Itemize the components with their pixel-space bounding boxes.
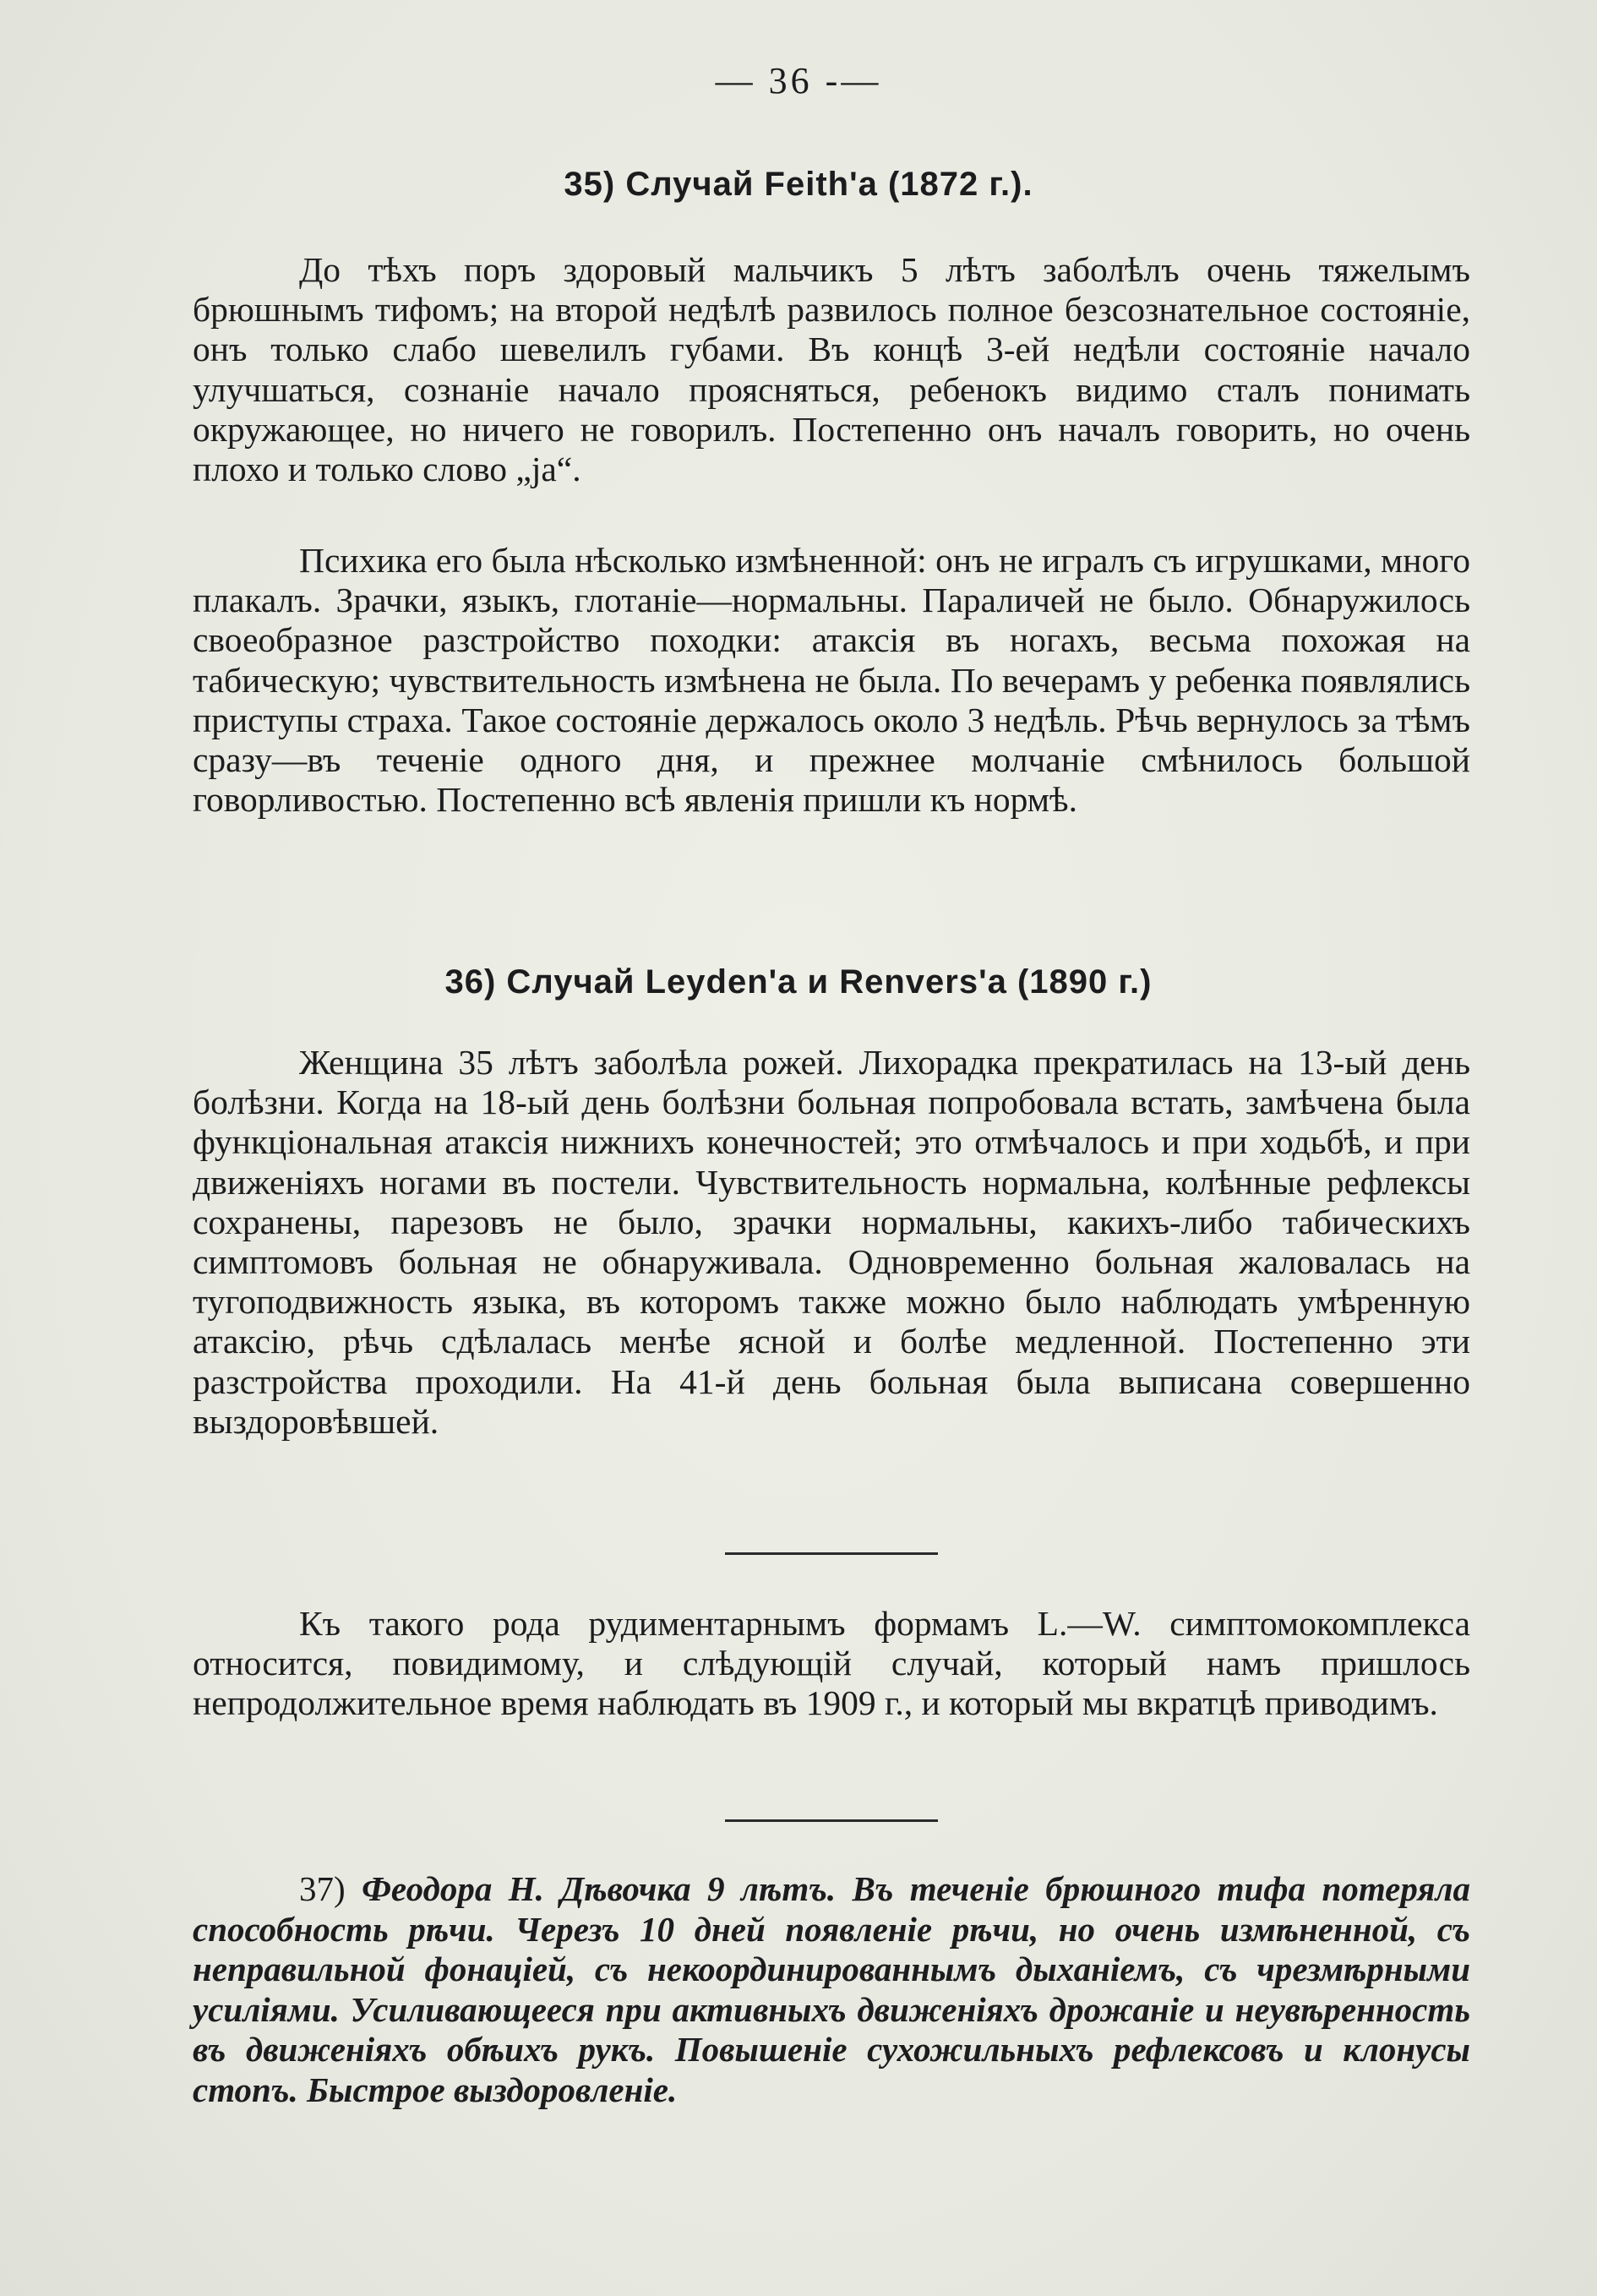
section-divider: [725, 1552, 938, 1555]
section-divider: [725, 1819, 938, 1822]
case-37-number: 37): [299, 1869, 346, 1908]
case-35-paragraph-2: [193, 541, 1470, 820]
case-35-paragraph-2-text: Психика его была нѣсколько измѣненной: онъ не игралъ съ игрушками, много плакалъ. Зрачки, языкъ, глотанiе—нормальны. Параличей не было. Обнаружилось своеобразное разстройство походки: атаксiя въ ногахъ, весьма похожая на табическую; чувствительность измѣнена не была. По вечерамъ у ребенка появлялись приступы страха. Такое состоянiе держалось около 3 недѣль. Рѣчь вернулось за тѣмъ сразу—въ теченiе одного дня, и прежнее молчанiе смѣнилось большой говорливостью. Постепенно всѣ явленiя пришли къ нормѣ.: [193, 541, 1470, 820]
case-35-paragraph-1: [193, 250, 1470, 489]
case-35-heading: 35) Случай Feith'a (1872 г.).: [564, 166, 1033, 203]
case-37-text: Феодора Н. Дѣвочка 9 лѣтъ. Въ теченiе брюшного тифа потеряла способность рѣчи. Черезъ 10 дней появленiе рѣчи, но очень измѣненной, съ неправильной фонацiей, съ некоординированнымъ дыханiемъ, съ чрезмѣрными усилiями. Усиливающееся при активныхъ движенiяхъ дрожанiе и неувѣренность въ движенiяхъ обѣихъ рукъ. Повышенiе сухожильныхъ рефлексовъ и клонусы стопъ. Быстрое выздоровленiе.: [193, 1869, 1471, 2109]
case-36-paragraph-text: Женщина 35 лѣтъ заболѣла рожей. Лихорадка прекратилась на 13-ый день болѣзни. Когда на 18-ый день болѣзни больная попробовала встать, замѣчена была функцiональная атаксiя нижнихъ конечностей; это отмѣчалось и при ходьбѣ, и при движенiяхъ ногами въ постели. Чувствительность нормальна, колѣнные рефлексы сохранены, парезовъ не было, зрачки нормальны, какихъ-либо табическихъ симптомовъ больная не обнаруживала. Одновременно больная жаловалась на тугоподвижность языка, въ которомъ также можно было наблюдать умѣренную атаксiю, рѣчь сдѣлалась менѣе ясной и болѣе медленной. Постепенно эти разстройства проходили. На 41-й день больная была выписана совершенно выздоровѣвшей.: [193, 1043, 1470, 1441]
transition-paragraph: [193, 1604, 1470, 1724]
case-37-paragraph: [193, 1869, 1470, 2110]
case-35-paragraph-1-text: До тѣхъ поръ здоровый мальчикъ 5 лѣтъ заболѣлъ очень тяжелымъ брюшнымъ тифомъ; на второй недѣлѣ развилось полное безсознательное состоянiе, онъ только слабо шевелилъ губами. Въ концѣ 3-ей недѣли состоянiе начало улучшаться, сознанiе начало проясняться, ребенокъ видимо сталъ понимать окружающее, но ничего не говорилъ. Постепенно онъ началъ говорить, но очень плохо и только слово „ja“.: [193, 250, 1470, 489]
page-number: — 36 -—: [715, 60, 882, 101]
case-36-paragraph: [193, 1043, 1470, 1442]
case-36-heading: 36) Случай Leyden'a и Renvers'a (1890 г.): [444, 963, 1153, 1001]
transition-paragraph-text: Къ такого рода рудиментарнымъ формамъ L.—W. симптомокомплекса относится, повидимому, и слѣдующiй случай, который намъ пришлось непродолжительное время наблюдать въ 1909 г., и который мы вкратцѣ приводимъ.: [193, 1604, 1470, 1723]
